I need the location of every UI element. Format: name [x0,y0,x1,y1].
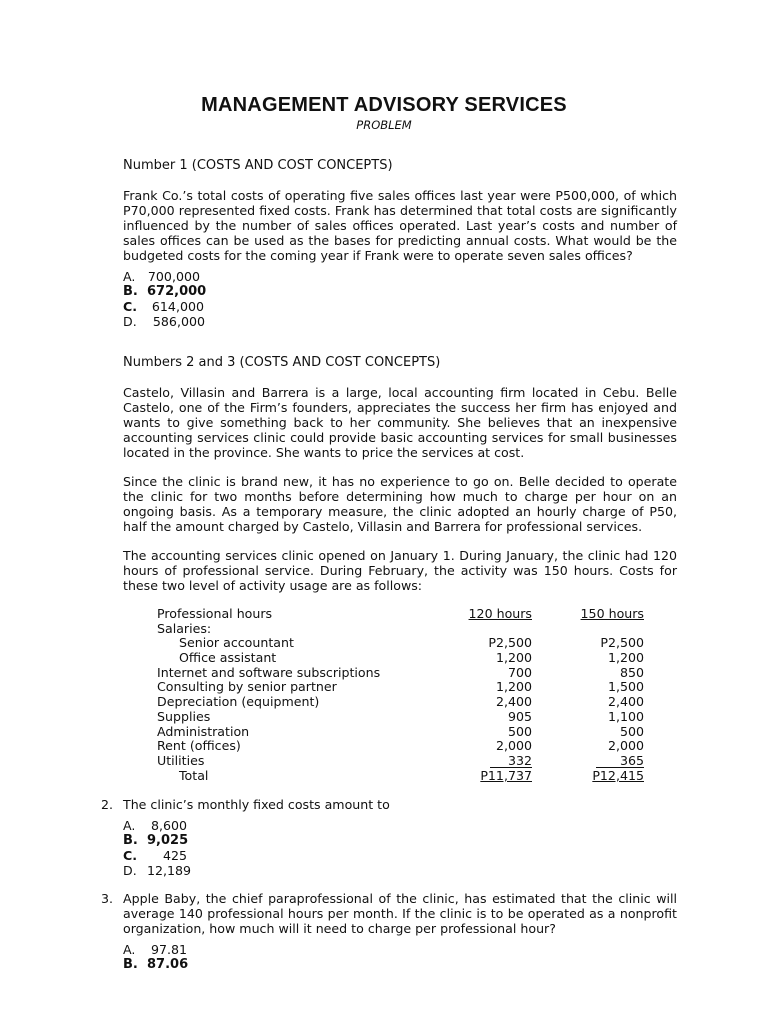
table-row-label: Supplies [157,708,211,724]
table-row-label: Consulting by senior partner [157,679,337,695]
table-row [157,695,657,710]
table-row [157,636,657,651]
table-row-label: Rent (offices) [157,738,241,754]
table-cell-150: 850 [619,664,644,680]
choice-value: 425 [162,848,187,863]
choice-letter: C. [123,299,138,314]
table-row-label: Depreciation (equipment) [157,694,320,710]
table-total-row [157,769,657,784]
table-cell-150: 1,500 [607,679,644,695]
table-cell-150: P2,500 [600,635,644,651]
table-cell-120: P11,737 [480,767,532,783]
table-row [157,651,657,666]
table-row [157,666,657,681]
choice-value: 700,000 [147,269,200,284]
choice-letter: D. [123,863,137,878]
table-row [157,754,657,769]
table-row [157,710,657,725]
choice-a [123,269,323,284]
choice-c [123,848,323,863]
question-3-text: Apple Baby, the chief paraprofessional of the clinic, has estimated that the clinic will average 140 professional hours per month. If the clinic is to be operated as a nonprofit organization, how much will it need to charge per professional hour? [123,891,677,936]
table-cell-120: 1,200 [495,679,532,695]
table-row [157,739,657,754]
choice-b [123,957,323,972]
choice-value: 8,600 [150,818,187,833]
section-1-paragraph: Frank Co.’s total costs of operating five sales offices last year were P500,000, of which P70,000 represented fixed costs. Frank has determined that total costs are significantly influenced by the number of sales offices operated. Last year’s costs and number of sales offices can be used as the bases for predicting annual costs. What would be the budgeted costs for the coming year if Frank were to operate seven sales offices? [123,188,677,263]
section-2-paragraph-3: The accounting services clinic opened on January 1. During January, the clinic had 120 hours of professional service. During February, the activity was 150 hours. Costs for these two level of activity usage are as follows: [123,548,677,593]
table-row-label: Senior accountant [179,635,294,651]
choice-a [123,818,323,833]
table-cell-120 [490,754,532,769]
choice-b [123,284,323,299]
question-3-number: 3. [101,891,114,906]
choice-c [123,299,323,314]
table-cell-150: 2,400 [607,694,644,710]
table-row-label: Internet and software subscriptions [157,664,381,680]
document-title: MANAGEMENT ADVISORY SERVICES [201,94,567,116]
table-row-label: Salaries: [157,620,212,636]
question-2-number: 2. [101,797,114,812]
choice-value: 87.06 [147,957,189,972]
choice-d [123,314,323,329]
table-cell-150: P12,415 [592,767,644,783]
question-3-choices [123,942,323,972]
choice-letter: B. [123,957,138,972]
table-cell-120: 500 [507,723,532,739]
choice-value: 586,000 [152,314,205,329]
table-cell-120: 1,200 [495,650,532,666]
choice-value: 614,000 [151,299,204,314]
table-row [157,725,657,740]
choice-letter: A. [123,269,136,284]
table-row [157,622,657,637]
table-cell-150: 500 [619,723,644,739]
column-header-150-hours: 150 hours [580,606,644,621]
table-row-label: Total [179,767,209,783]
table-cell-150: 1,200 [607,650,644,666]
table-cell-120: P2,500 [488,635,532,651]
choice-value: 9,025 [147,833,189,848]
section-2-heading: Numbers 2 and 3 (COSTS AND COST CONCEPTS) [123,355,441,370]
section-2-paragraph-1: Castelo, Villasin and Barrera is a large, local accounting firm located in Cebu. Belle Castelo, one of the Firm’s founders, appreciates the success her firm has enjoyed and wants to give something back to her community. She believes that an inexpensive accounting services clinic could provide basic accounting services for small businesses located in the province. She wants to price the services at cost. [123,385,677,460]
document-subtitle: PROBLEM [356,118,412,132]
choice-letter: C. [123,848,138,863]
table-cell-120: 700 [507,664,532,680]
choice-value: 12,189 [147,863,192,878]
table-cell-120: 905 [507,708,532,724]
choice-letter: D. [123,314,137,329]
table-row [157,680,657,695]
choice-letter: A. [123,818,136,833]
section-1-choices [123,269,323,329]
question-2-text: The clinic’s monthly fixed costs amount to [123,797,390,812]
choice-a [123,942,323,957]
cost-table [157,607,657,783]
table-cell-120: 2,400 [495,694,532,710]
choice-value: 97.81 [150,942,187,957]
table-cell-150: 2,000 [607,738,644,754]
section-1-heading: Number 1 (COSTS AND COST CONCEPTS) [123,158,393,173]
table-cell-value: 365 [596,754,644,768]
choice-letter: B. [123,284,138,299]
table-row-label: Office assistant [179,650,277,666]
table-cell-120: 2,000 [495,738,532,754]
table-cell-150: 1,100 [607,708,644,724]
table-cell-value: 332 [490,754,532,768]
table-row-label: Professional hours [157,606,273,621]
table-header-row [157,607,657,622]
column-header-120-hours: 120 hours [468,606,532,621]
question-2-choices [123,818,323,878]
table-row-label: Utilities [157,752,205,768]
table-row-label: Administration [157,723,250,739]
table-cell-150 [596,754,644,769]
choice-letter: B. [123,833,138,848]
choice-value: 672,000 [147,284,207,299]
section-2-paragraph-2: Since the clinic is brand new, it has no experience to go on. Belle decided to operate the clinic for two months before determining how much to charge per hour on an ongoing basis. As a temporary measure, the clinic adopted an hourly charge of P50, half the amount charged by Castelo, Villasin and Barrera for professional services. [123,474,677,534]
choice-b [123,833,323,848]
choice-letter: A. [123,942,136,957]
choice-d [123,863,323,878]
